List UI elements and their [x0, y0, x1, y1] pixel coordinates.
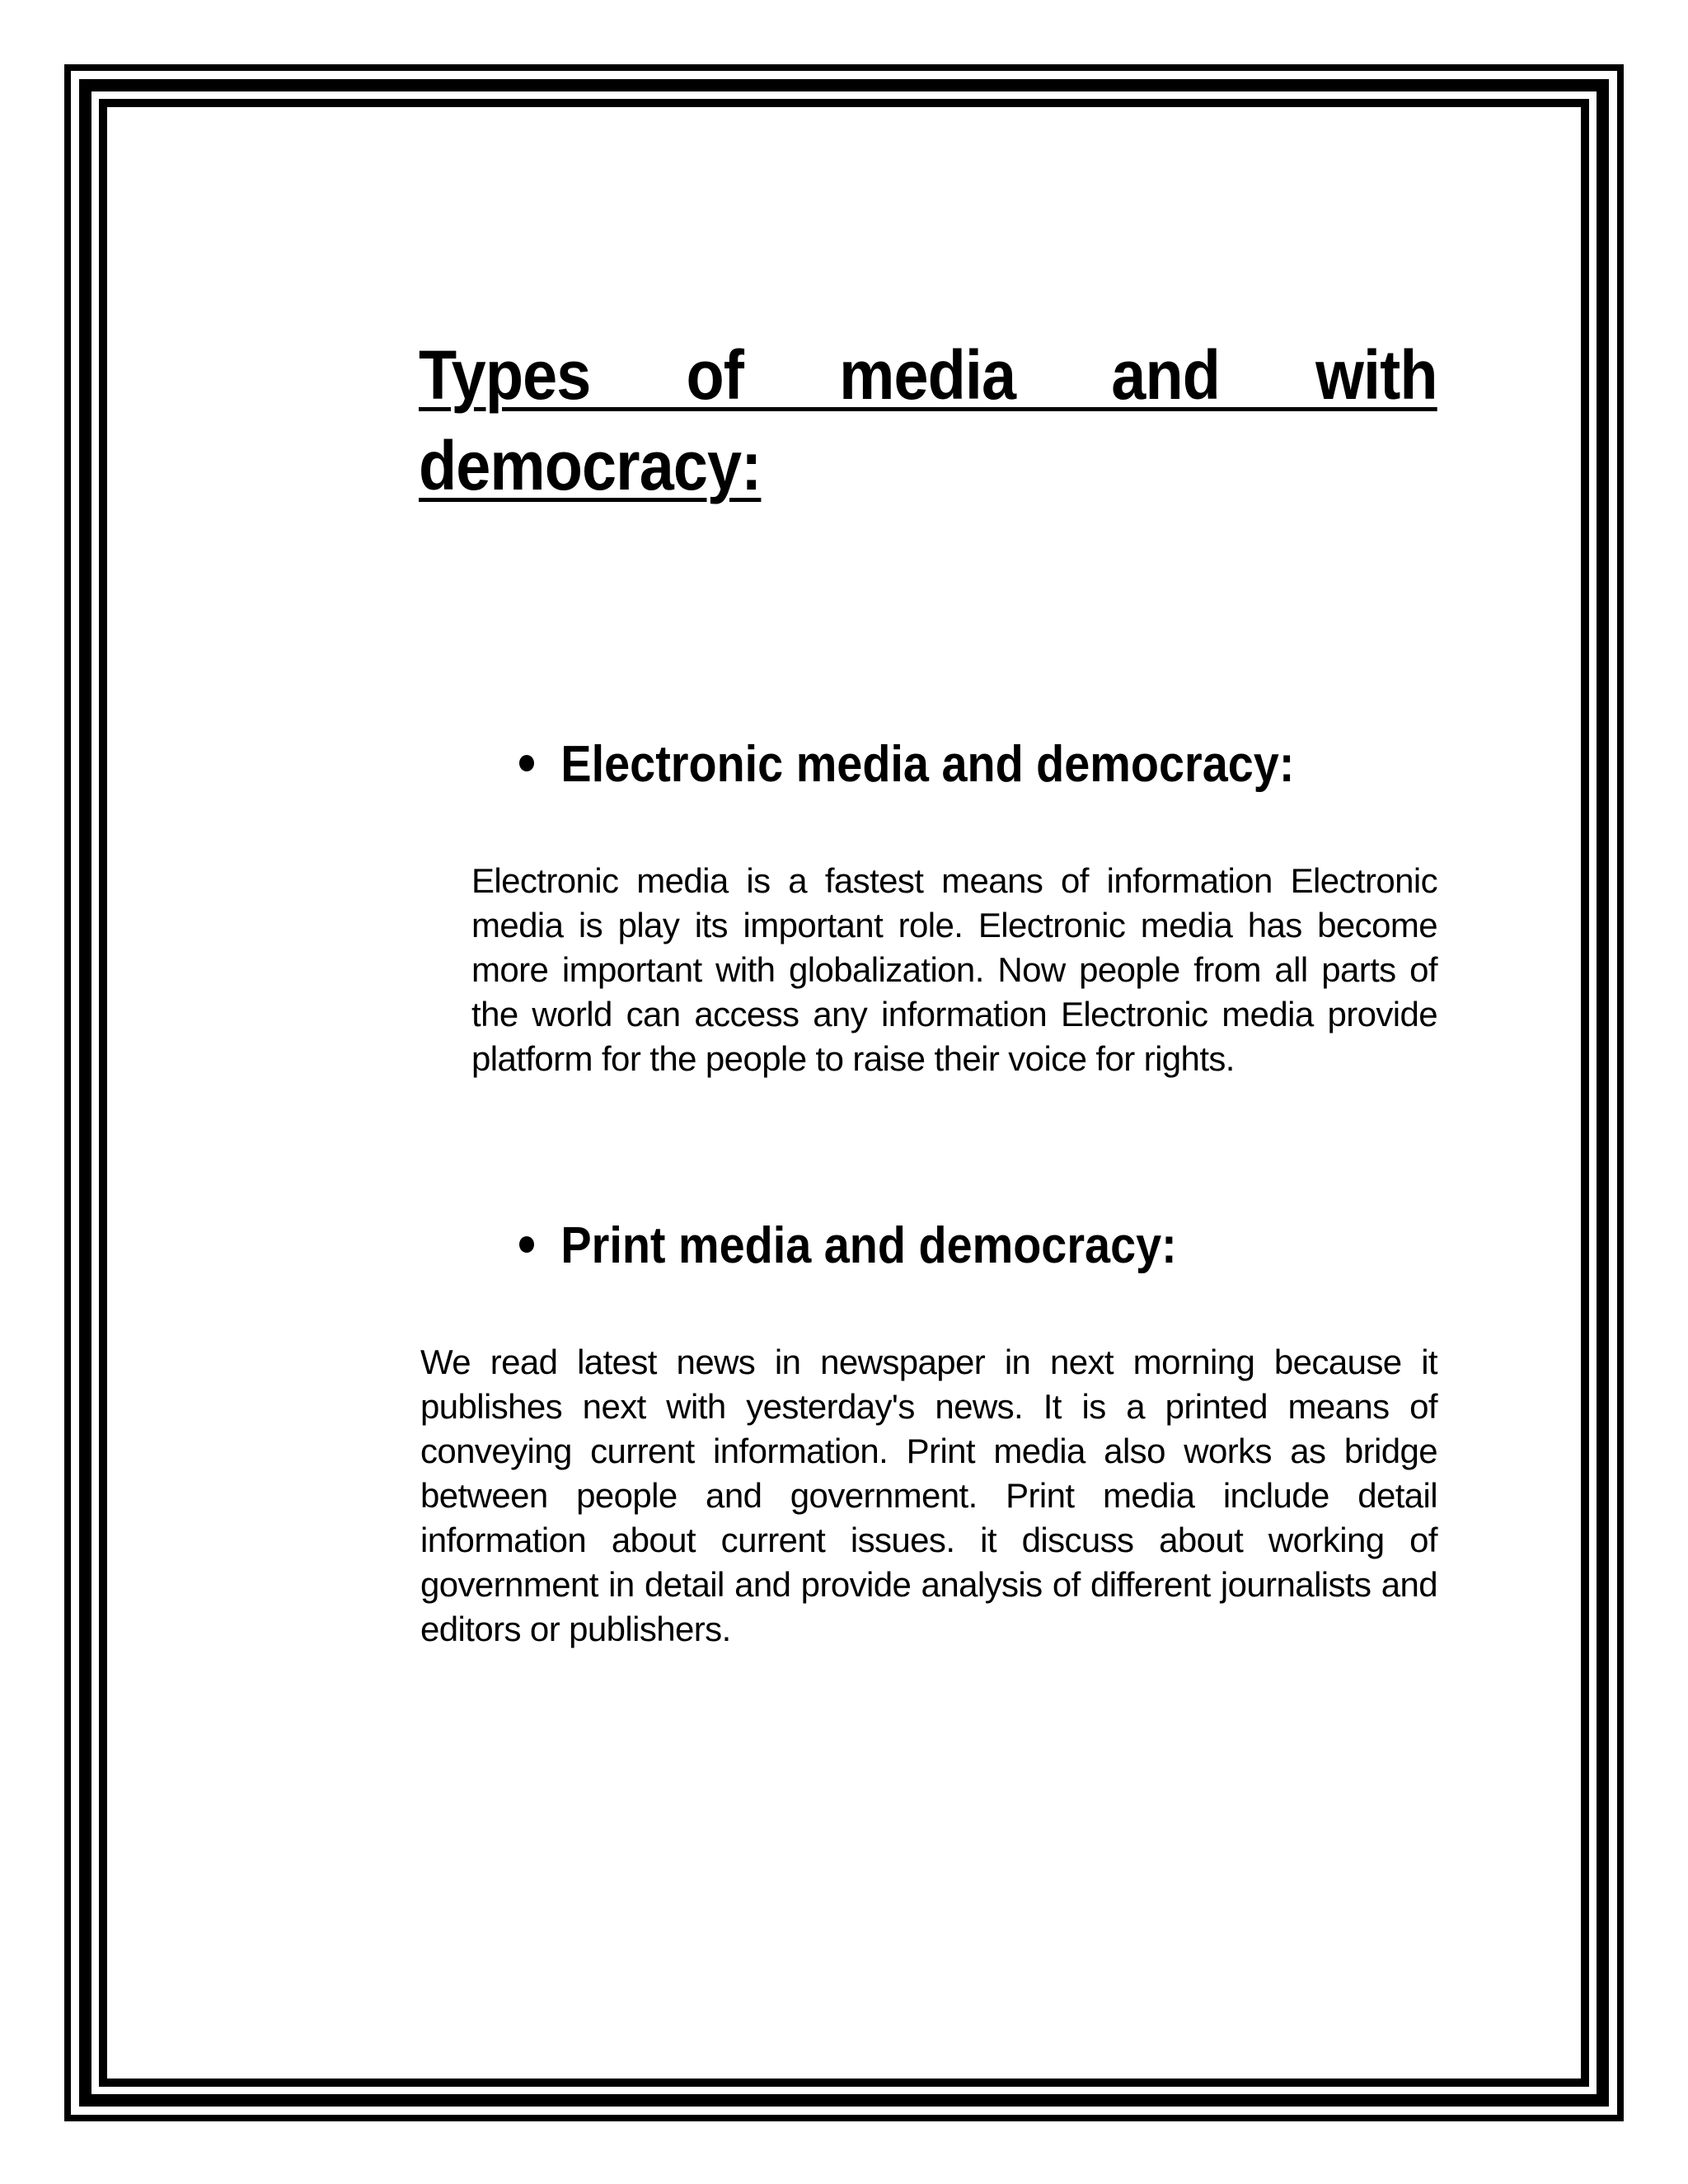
- section-heading-electronic-media: [519, 732, 1294, 798]
- section-heading-label: Electronic media and democracy:: [560, 736, 1295, 793]
- page-title: Types of media and with democracy:: [419, 336, 1437, 504]
- bullet-icon: [519, 755, 534, 771]
- section-body-electronic-media: Electronic media is a fastest means of information Electronic media is play its important role. Electronic media has become more important with globalization. Now people from all parts of the world can access any information Electronic media provide platform for the people to raise their voice for rights.: [471, 861, 1437, 1078]
- section-body-print-media: We read latest news in newspaper in next morning because it publishes next with yesterday's news. It is a printed means of conveying current information. Print media also works as bridge between people and government. Print media include detail information about current issues. it discuss about working of government in detail and provide analysis of different journalists and editors or publishers.: [420, 1343, 1437, 1648]
- section-heading-label: Print media and democracy:: [560, 1217, 1177, 1274]
- section-heading-print-media: [519, 1213, 1177, 1279]
- bullet-icon: [519, 1236, 534, 1253]
